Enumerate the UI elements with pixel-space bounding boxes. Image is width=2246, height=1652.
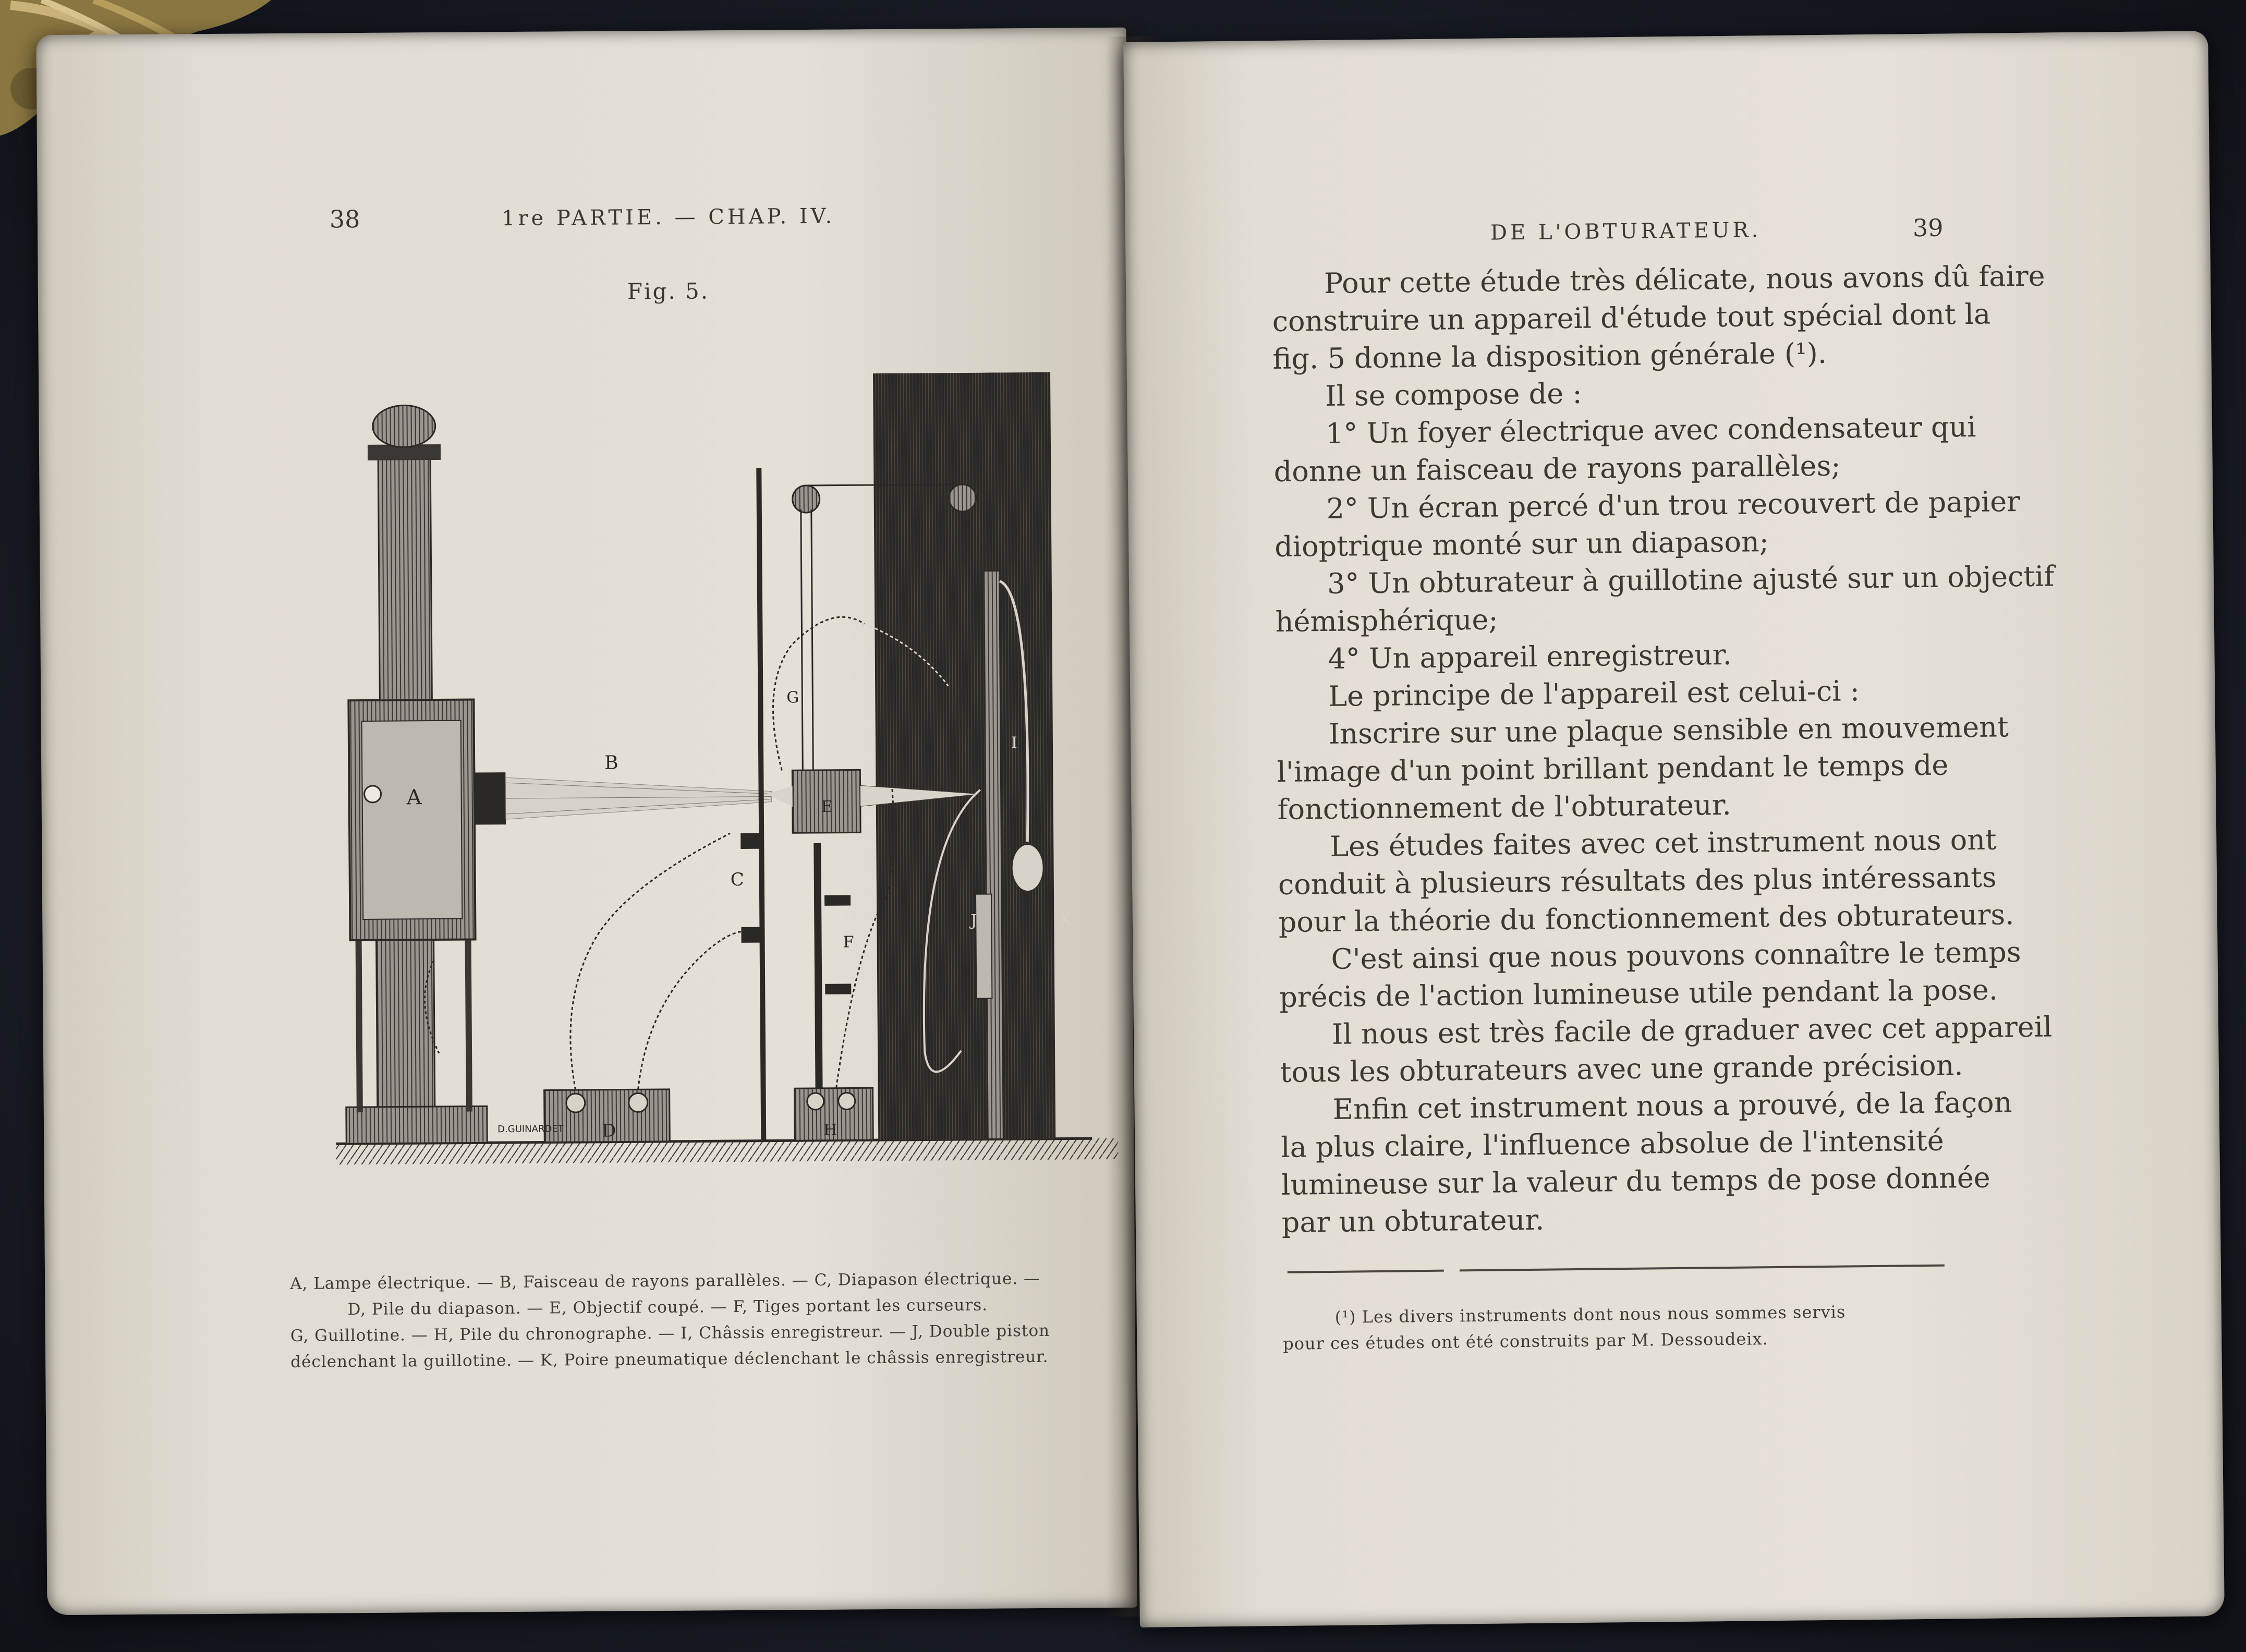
footnote-rule-long	[1460, 1265, 1945, 1272]
figure-label-C: C	[730, 869, 744, 891]
body-line: Il se compose de :	[1325, 376, 1582, 412]
figure-label-K: K	[1059, 909, 1072, 929]
running-head: DE L'OBTURATEUR.	[1490, 218, 1762, 245]
body-line: 3° Un obturateur à guillotine ajusté sur un objectif	[1327, 560, 2055, 600]
figure-label: Fig. 5.	[627, 278, 710, 305]
figure-5-engraving	[331, 372, 1119, 1222]
footnote-rule-short	[1288, 1270, 1444, 1273]
body-line: hémisphérique;	[1275, 603, 1498, 638]
caption-line: déclenchant la guillotine. — K, Poire pneumatique déclenchant le châssis enregistreur.	[290, 1347, 1049, 1371]
figure-label-B: B	[604, 752, 618, 774]
body-line: tous les obturateurs avec une grande précision.	[1280, 1049, 1963, 1089]
figure-label-H: H	[823, 1121, 837, 1139]
footnote-line: (¹) Les divers instruments dont nous nous sommes servis	[1334, 1302, 1846, 1327]
body-line: l'image d'un point brillant pendant le temps de	[1277, 748, 1949, 788]
body-line: C'est ainsi que nous pouvons connaître le temps	[1331, 936, 2021, 976]
body-line: Inscrire sur une plaque sensible en mouvement	[1328, 710, 2009, 750]
footnote-line: pour ces études ont été construits par M. Dessoudeix.	[1283, 1329, 1768, 1354]
left-page	[36, 28, 1137, 1615]
right-page	[1123, 31, 2225, 1627]
engraver-signature: D.GUINARDET	[497, 1123, 564, 1135]
figure-label-J: J	[970, 911, 977, 930]
body-line: 2° Un écran percé d'un trou recouvert de papier	[1326, 485, 2021, 525]
figure-label-G: G	[786, 688, 799, 707]
body-line: fig. 5 donne la disposition générale (¹).	[1272, 336, 1827, 376]
body-line: donne un faisceau de rayons parallèles;	[1273, 449, 1841, 488]
figure-label-D: D	[602, 1120, 616, 1141]
body-line: 4° Un appareil enregistreur.	[1328, 638, 1732, 675]
body-line: précis de l'action lumineuse utile pendant la pose.	[1279, 973, 1998, 1014]
figure-label-A: A	[406, 785, 422, 810]
body-line: Il nous est très facile de graduer avec cet appareil	[1331, 1010, 2053, 1051]
figure-label-F: F	[843, 933, 854, 952]
caption-line: A, Lampe électrique. — B, Faisceau de rayons parallèles. — C, Diapason électrique. —	[290, 1269, 1041, 1293]
body-line: la plus claire, l'influence absolue de l'intensité	[1281, 1124, 1944, 1164]
caption-line: D, Pile du diapason. — E, Objectif coupé. — F, Tiges portant les curseurs.	[347, 1295, 988, 1319]
body-line: conduit à plusieurs résultats des plus intéressants	[1278, 860, 1997, 901]
body-line: pour la théorie du fonctionnement des obturateurs.	[1278, 898, 2014, 939]
body-line: lumineuse sur la valeur du temps de pose donnée	[1281, 1161, 1990, 1201]
page-number: 39	[1912, 213, 1944, 242]
figure-label-E: E	[821, 797, 833, 816]
body-line: Pour cette étude très délicate, nous avons dû faire	[1324, 259, 2045, 300]
caption-line: G, Guillotine. — H, Pile du chronographe. — I, Châssis enregistreur. — J, Double piston	[290, 1321, 1050, 1345]
page-number: 38	[329, 205, 360, 234]
body-line: fonctionnement de l'obturateur.	[1277, 788, 1732, 826]
body-line: dioptrique monté sur un diapason;	[1274, 525, 1769, 563]
body-line: Enfin cet instrument nous a prouvé, de la façon	[1332, 1086, 2012, 1126]
running-head: 1re PARTIE. — CHAP. IV.	[501, 204, 835, 231]
body-line: 1° Un foyer électrique avec condensateur qui	[1325, 410, 1976, 450]
body-line: par un obturateur.	[1281, 1203, 1545, 1239]
figure-label-I: I	[1011, 734, 1017, 752]
body-line: Les études faites avec cet instrument nous ont	[1329, 823, 1997, 863]
body-line: construire un appareil d'étude tout spécial dont la	[1272, 297, 1991, 338]
body-line: Le principe de l'appareil est celui-ci :	[1328, 674, 1860, 713]
